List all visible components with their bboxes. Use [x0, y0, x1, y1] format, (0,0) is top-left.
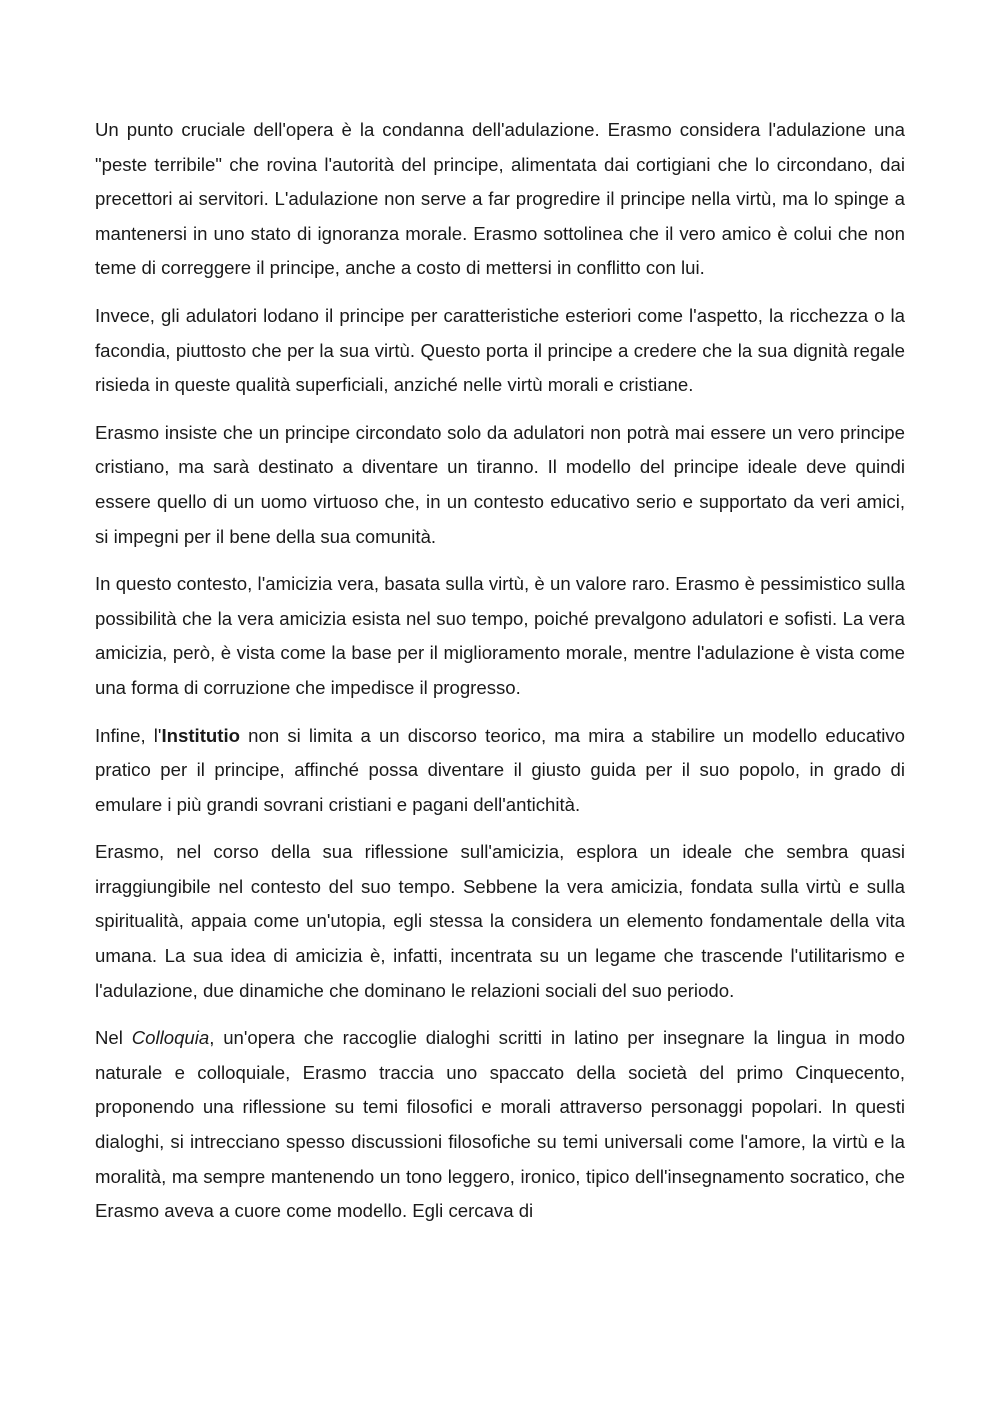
- paragraph-colloquia: [95, 1021, 905, 1229]
- institutio-title: Institutio: [161, 724, 240, 746]
- paragraph-institutio: [95, 719, 905, 823]
- paragraph-colloquia-after: , un'opera che raccoglie dialoghi scritti in latino per insegnare la lingua in modo naturale e colloquiale, Erasmo traccia uno spaccato della società del primo Cinquecento, proponendo una riflessione su temi filosofici e morali attraverso personaggi popolari. In questi dialoghi, si intrecciano spesso discussioni filosofiche su temi universali come l'amore, la virtù e la moralità, ma sempre mantenendo un tono leggero, ironico, tipico dell'insegnamento socratico, che Erasmo aveva a cuore come modello. Egli cercava di: [95, 1027, 905, 1222]
- paragraph-friendship-ideal: Erasmo, nel corso della sua riflessione sull'amicizia, esplora un ideale che sembra quasi irraggiungibile nel contesto del suo tempo. Sebbene la vera amicizia, fondata sulla virtù e sulla spiritualità, appaia come un'utopia, egli stessa la considera un elemento fondamentale della vita umana. La sua idea di amicizia è, infatti, incentrata su un legame che trascende l'utilitarismo e l'adulazione, due dinamiche che dominano le relazioni sociali del suo periodo.: [95, 841, 905, 1001]
- paragraph-flatterers-praise: Invece, gli adulatori lodano il principe per caratteristiche esteriori come l'aspetto, la ricchezza o la facondia, piuttosto che per la sua virtù. Questo porta il principe a credere che la sua dignità regale risieda in queste qualità superficiali, anziché nelle virtù morali e cristiane.: [95, 304, 905, 396]
- paragraph-true-friendship: In questo contesto, l'amicizia vera, basata sulla virtù, è un valore raro. Erasmo è pessimistico sulla possibilità che la vera amicizia esista nel suo tempo, poiché prevalgono adulatori e sofisti. La vera amicizia, però, è vista come la base per il miglioramento morale, mentre l'adulazione è vista come una forma di corruzione che impedisce il progresso.: [95, 573, 905, 698]
- paragraph-institutio-after: non si limita a un discorso teorico, ma mira a stabilire un modello educativo pratico per il principe, affinché possa diventare il giusto guida per il suo popolo, in grado di emulare i più grandi sovrani cristiani e pagani dell'antichità.: [95, 724, 906, 815]
- paragraph-colloquia-before: Nel: [95, 1027, 132, 1049]
- colloquia-title: Colloquia: [131, 1027, 210, 1049]
- paragraph-institutio-before: Infine, l': [95, 724, 162, 746]
- paragraph-adulation-condemnation: Un punto cruciale dell'opera è la condanna dell'adulazione. Erasmo considera l'adulazione una "peste terribile" che rovina l'autorità del principe, alimentata dai cortigiani che lo circondano, dai precettori ai servitori. L'adulazione non serve a far progredire il principe nella virtù, ma lo spinge a mantenersi in uno stato di ignoranza morale. Erasmo sottolinea che il vero amico è colui che non teme di correggere il principe, anche a costo di mettersi in conflitto con lui.: [95, 119, 905, 279]
- paragraph-prince-tyrant: Erasmo insiste che un principe circondato solo da adulatori non potrà mai essere un vero principe cristiano, ma sarà destinato a diventare un tiranno. Il modello del principe ideale deve quindi essere quello di un uomo virtuoso che, in un contesto educativo serio e supportato da veri amici, si impegni per il bene della sua comunità.: [95, 421, 905, 547]
- document-page: [95, 113, 905, 1242]
